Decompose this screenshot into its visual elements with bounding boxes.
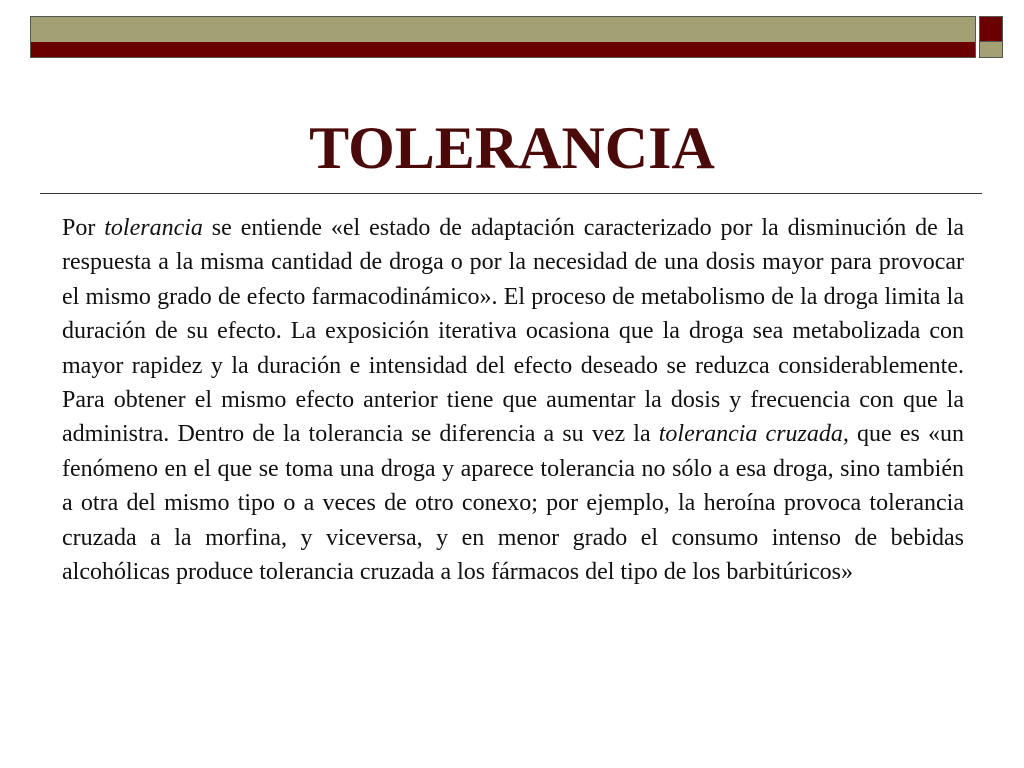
corner-decor-block (979, 16, 1003, 58)
term-tolerancia: tolerancia (104, 215, 203, 241)
body-text-part-2: se entiende «el estado de adaptación caracterizado por la disminución de la respuesta a la misma cantidad de droga o por la necesidad de una dosis mayor para provocar el mismo grado de efecto farmacodinámico». El proceso de metabolismo de la droga limita la duración de su efecto. La exposición iterativa ocasiona que la droga sea metabolizada con mayor rapidez y la duración e intensidad del efecto deseado se reduzca considerablemente. Para obtener el mismo efecto anterior tiene que aumentar la dosis y frecuencia con que la administra. Dentro de la tolerancia se diferencia a su vez la (62, 215, 965, 448)
header-decor-bar (30, 16, 976, 58)
slide-title: TOLERANCIA (309, 115, 715, 181)
term-tolerancia-cruzada: tolerancia cruzada, (658, 421, 849, 448)
body-text-part-3: que es «un fenómeno en el que se toma una droga y aparece tolerancia no sólo a esa droga, sino también a otra del mismo tipo o a veces de otro conexo; por ejemplo, la heroína provoca tolerancia cruzada a la morfina, y viceversa, y en menor grado el consumo intenso de bebidas alcohólicas produce tolerancia cruzada a los fármacos del tipo de los barbitúricos» (62, 421, 964, 586)
header-maroon-stripe (31, 42, 975, 57)
body-paragraph (62, 211, 964, 589)
corner-maroon-square (980, 17, 1002, 42)
header-olive-stripe (31, 17, 975, 43)
corner-olive-square (980, 42, 1002, 57)
body-text-part-1: Por (62, 215, 105, 241)
title-divider (40, 193, 982, 194)
